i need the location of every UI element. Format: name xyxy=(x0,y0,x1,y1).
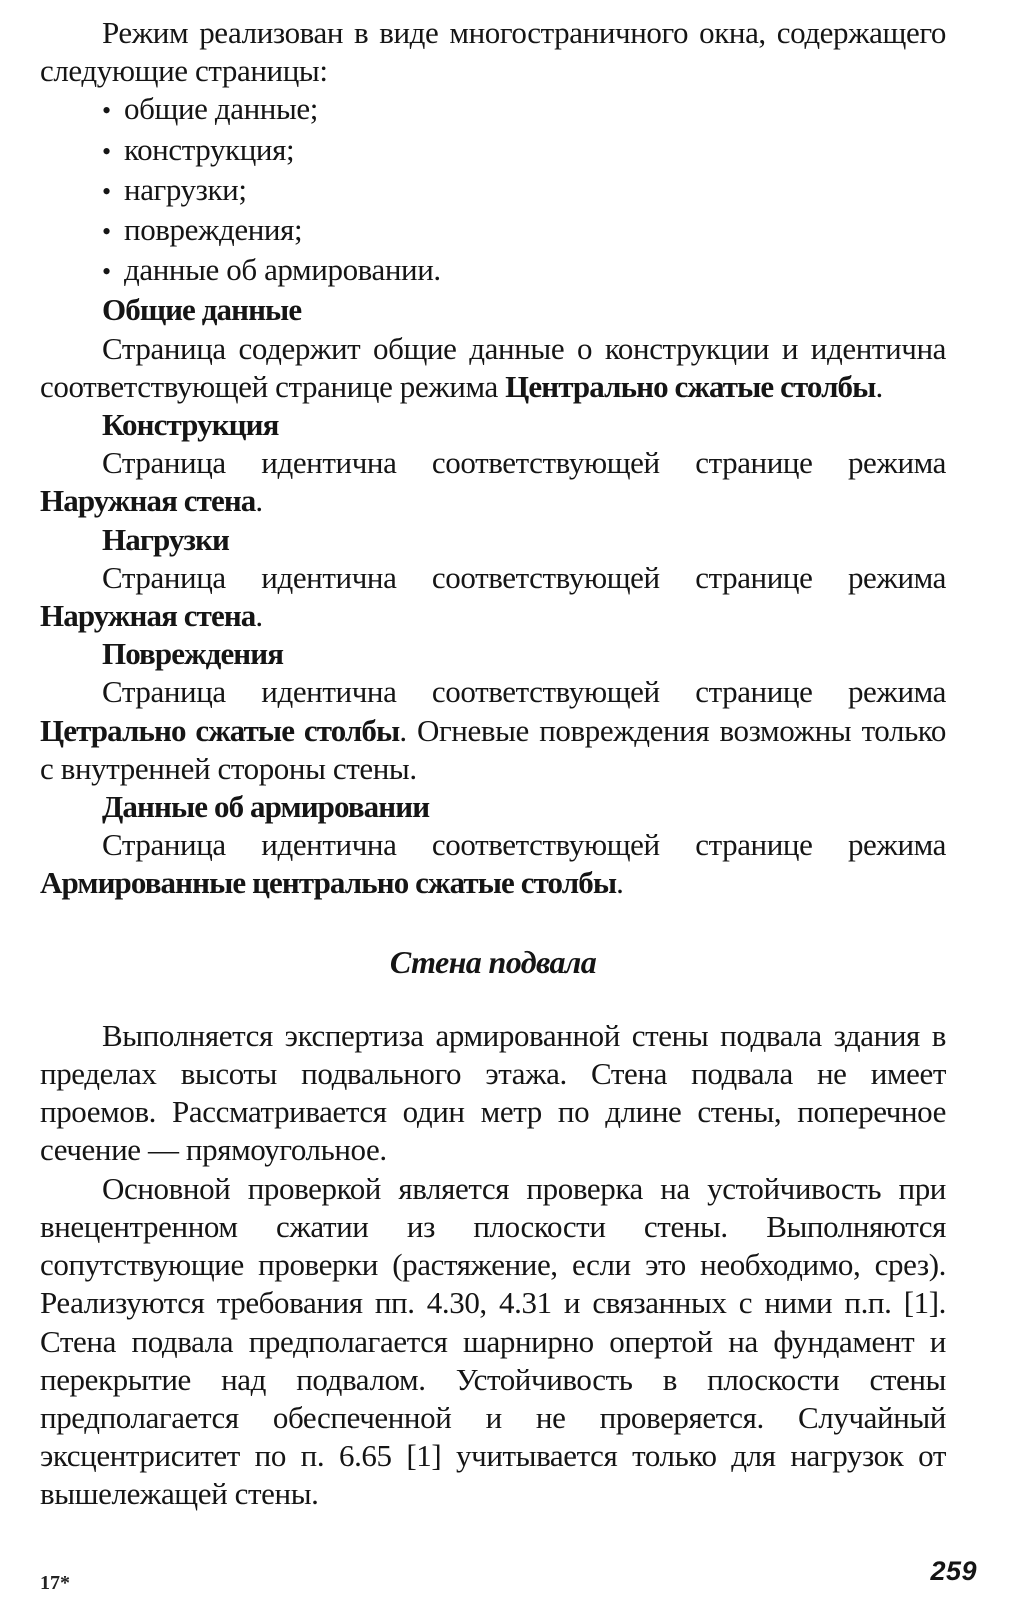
mode-reference: Цетрально сжатые столбы xyxy=(40,712,400,748)
mode-reference: Наружная стена xyxy=(40,598,256,634)
section-heading-construction: Конструкция xyxy=(102,407,279,443)
section-body-loads xyxy=(40,559,946,635)
list-item-text: общие данные; xyxy=(124,91,318,127)
section-heading-general-data: Общие данные xyxy=(102,292,302,328)
bullet-icon: • xyxy=(102,176,111,206)
basement-paragraph-1: Выполняется экспертиза армированной стены подвала здания в пределах высоты подвального этажа. Стена подвала не имеет проемов. Рассматривается один метр по длине стены, поперечное сечение — прямоугольное. xyxy=(40,1017,946,1168)
section-heading-reinforcement: Данные об армировании xyxy=(102,789,430,825)
document-page xyxy=(40,14,946,1514)
bullet-icon: • xyxy=(102,217,111,247)
body-text: Страница идентична соответствующей странице режима xyxy=(102,445,946,481)
basement-paragraph-2: Основной проверкой является проверка на устойчивость при внецентренном сжатии из плоскости стены. Выполняются сопутствующие проверки (растяжение, если это необходимо, срез). Реализуются требования пп. 4.30, 4.31 и связанных с ними п.п. [1]. Стена подвала предполагается шарнирно опертой на фундамент и перекрытие над подвалом. Устойчивость в плоскости стены предполагается обеспеченной и не проверяется. Случайный эксцентриситет по п. 6.65 [1] учитывается только для нагрузок от вышележащей стены. xyxy=(40,1170,946,1512)
body-text-tail: . xyxy=(255,483,263,519)
list-item-text: нагрузки; xyxy=(124,171,247,207)
section-title-basement-wall: Стена подвала xyxy=(389,943,597,980)
body-text: Страница идентична соответствующей странице режима xyxy=(102,559,946,595)
mode-reference: Армированные центрально сжатые столбы xyxy=(40,865,617,901)
section-body-construction xyxy=(40,444,946,520)
bullet-icon: • xyxy=(102,96,111,126)
signature-mark: 17* xyxy=(40,1572,70,1594)
body-text-tail: . Огневые повреждения возможны только с внутренней стороны стены. xyxy=(40,712,946,786)
body-text: Страница содержит общие данные о конструкции и идентична соответствующей странице режима xyxy=(40,330,946,404)
mode-reference: Центрально сжатые столбы xyxy=(505,368,876,404)
list-item xyxy=(102,171,946,211)
list-item xyxy=(102,90,946,130)
pages-list xyxy=(40,90,946,291)
section-body-reinforcement xyxy=(40,826,946,902)
list-item-text: конструкция; xyxy=(124,131,295,167)
body-text: Страница идентична соответствующей странице режима xyxy=(102,674,946,710)
list-item-text: данные об армировании. xyxy=(124,252,441,288)
section-body-damage xyxy=(40,673,946,788)
body-text-tail: . xyxy=(255,598,263,634)
body-text-tail: . xyxy=(875,368,883,404)
body-text: Страница идентична соответствующей странице режима xyxy=(102,827,946,863)
bullet-icon: • xyxy=(102,136,111,166)
body-text-tail: . xyxy=(616,865,624,901)
list-item xyxy=(102,131,946,171)
list-item xyxy=(102,211,946,251)
mode-reference: Наружная стена xyxy=(40,483,256,519)
page-number: 259 xyxy=(930,1556,977,1586)
section-heading-loads: Нагрузки xyxy=(102,521,230,557)
bullet-icon: • xyxy=(102,257,111,287)
list-item-text: повреждения; xyxy=(124,212,303,248)
section-heading-damage: Повреждения xyxy=(102,636,284,672)
section-body-general-data xyxy=(40,330,946,406)
list-item xyxy=(102,251,946,291)
intro-paragraph: Режим реализован в виде многостраничного окна, содержащего следующие страницы: xyxy=(40,15,946,89)
